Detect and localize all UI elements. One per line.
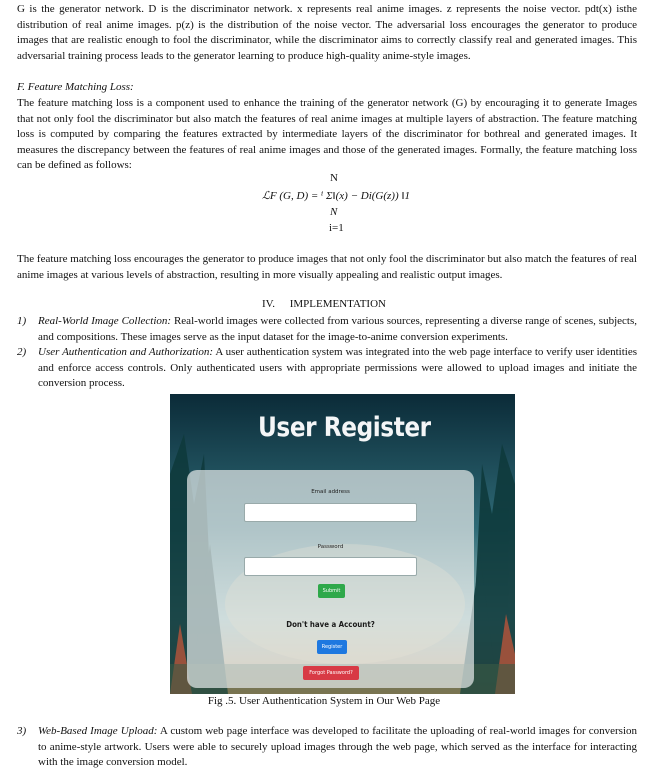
list-item-image-collection [17, 314, 637, 345]
figure-user-register [170, 394, 515, 694]
list-text: A user authentication system was integrated into the web page interface to verify user identities and enforce access controls. Only authenticated users with appropriate permissions were allowed to upload images and initiate the conversion process. [38, 346, 637, 389]
section-heading [0, 298, 648, 310]
equation-upper-limit: N [330, 172, 338, 184]
paragraph-feature-matching-benefit: The feature matching loss encourages the generator to produce images that not only fool the discriminator but also match the features of real anime images at various levels of abstraction, resulting in more visually appealing and realistic output images. [17, 253, 637, 281]
email-label: Email address [311, 489, 350, 495]
register-form-card [187, 470, 474, 688]
register-button[interactable]: Register [317, 640, 347, 654]
subsection-feature-matching: F. Feature Matching Loss: [17, 81, 134, 93]
list-number: 1) [17, 315, 27, 327]
equation-index: i=1 [329, 222, 344, 234]
list-number: 3) [17, 725, 27, 737]
password-field[interactable] [244, 557, 417, 576]
equation-denominator: N [330, 206, 338, 218]
list-number: 2) [17, 346, 27, 358]
password-label: Password [317, 544, 344, 550]
paragraph-gan-definitions: G is the generator network. D is the discriminator network. x represents real anime images. z represents the noise vector. pdt(x) isthe distribution of real anime images. p(z) is the distribution of the noise vector. The adversarial loss encourages the generator to produce images that are realistic enough to fool the discriminator, while the discriminator aims to correctly classify real and generated images. This adversarial training process leads to the generator learning to produce high-quality anime-style images. [17, 3, 637, 62]
forgot-password-button[interactable]: Forgot Password? [303, 666, 359, 680]
section-number: IV. [262, 298, 275, 310]
paragraph-feature-matching: The feature matching loss is a component used to enhance the training of the generator network (G) by encouraging it to generate Images that not only fool the discriminator but also match the features of real anime images at multiple layers of abstraction. The feature matching loss is computed by comparing the features extracted by intermediate layers of the discriminator for bothreal and generated images. It measures the discrepancy between the features of real anime images and those of the generated images. Formally, the feature matching loss can be defined as follows: [17, 97, 637, 171]
list-text: Real-world images were collected from various sources, representing a diverse range of scenes, subjects, and compositions. These images serve as the input dataset for the image-to-anime conversion experiments. [38, 315, 637, 343]
no-account-text: Don't have a Account? [286, 620, 375, 629]
list-lead: Real-World Image Collection: [38, 315, 172, 327]
list-item-image-upload [17, 724, 637, 771]
list-lead: Web-Based Image Upload: [38, 725, 158, 737]
list-lead: User Authentication and Authorization: [38, 346, 214, 358]
submit-button[interactable]: Submit [318, 584, 345, 598]
list-text: A custom web page interface was developed to facilitate the uploading of real-world images for conversion to anime-style artwork. Users were able to securely upload images through the web page, which served as the interface for interacting with the image conversion model. [38, 725, 638, 768]
register-title: User Register [258, 412, 431, 443]
email-field[interactable] [244, 503, 417, 522]
section-title: IMPLEMENTATION [289, 298, 386, 310]
figure-caption: Fig .5. User Authentication System in Our Web Page [207, 695, 441, 707]
list-item-authentication [17, 345, 637, 392]
equation-feature-matching-loss: ℒF (G, D) = ⁱ Σ‖(x) − Di(G(z)) ‖1 [262, 190, 410, 202]
